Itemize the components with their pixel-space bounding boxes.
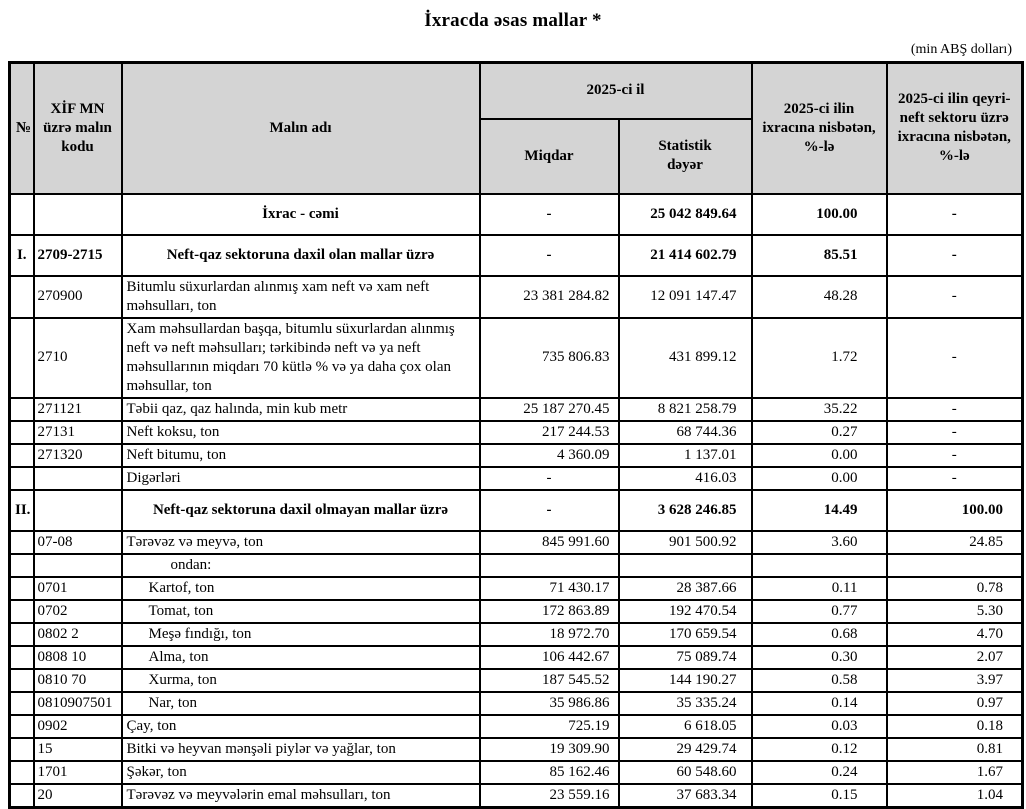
cell-quantity: 217 244.53	[480, 421, 619, 444]
cell-stat-value: 1 137.01	[619, 444, 752, 467]
cell-pct-nonoil: 1.67	[887, 761, 1023, 784]
cell-goods-name: Bitumlu süxurlardan alınmış xam neft və xam neft məhsulları, ton	[122, 276, 480, 318]
cell-no	[10, 398, 34, 421]
cell-quantity: 845 991.60	[480, 531, 619, 554]
table-row	[10, 235, 1023, 276]
cell-pct-total: 0.58	[752, 669, 887, 692]
cell-stat-value: 29 429.74	[619, 738, 752, 761]
table-row	[10, 318, 1023, 398]
table-row	[10, 490, 1023, 531]
cell-goods-name: Tərəvəz və meyvələrin emal məhsulları, ton	[122, 784, 480, 808]
cell-stat-value: 25 042 849.64	[619, 194, 752, 235]
cell-no	[10, 623, 34, 646]
col-header-stat-value: Statistik dəyər	[619, 119, 752, 194]
cell-quantity: 725.19	[480, 715, 619, 738]
cell-code: 07-08	[34, 531, 122, 554]
cell-code: 0810 70	[34, 669, 122, 692]
col-header-pct-total-exports: 2025-ci ilin ixracına nisbətən, %-lə	[752, 63, 887, 194]
cell-quantity: 187 545.52	[480, 669, 619, 692]
cell-stat-value	[619, 554, 752, 577]
cell-goods-name: Neft-qaz sektoruna daxil olan mallar üzrə	[122, 235, 480, 276]
cell-pct-total: 100.00	[752, 194, 887, 235]
cell-goods-name: Tərəvəz və meyvə, ton	[122, 531, 480, 554]
cell-quantity: 85 162.46	[480, 761, 619, 784]
cell-pct-total: 0.00	[752, 467, 887, 490]
table-row	[10, 554, 1023, 577]
cell-stat-value: 60 548.60	[619, 761, 752, 784]
table-row	[10, 421, 1023, 444]
cell-quantity: -	[480, 490, 619, 531]
cell-quantity: 18 972.70	[480, 623, 619, 646]
exports-table	[8, 61, 1024, 809]
cell-no	[10, 715, 34, 738]
cell-stat-value: 901 500.92	[619, 531, 752, 554]
cell-pct-total: 0.14	[752, 692, 887, 715]
cell-stat-value: 21 414 602.79	[619, 235, 752, 276]
cell-pct-total: 1.72	[752, 318, 887, 398]
cell-pct-nonoil: -	[887, 318, 1023, 398]
col-header-code: XİF MN üzrə malın kodu	[34, 63, 122, 194]
table-row	[10, 398, 1023, 421]
cell-pct-total: 0.03	[752, 715, 887, 738]
cell-quantity: 4 360.09	[480, 444, 619, 467]
cell-code: 2709-2715	[34, 235, 122, 276]
cell-pct-total: 0.15	[752, 784, 887, 808]
cell-code: 0902	[34, 715, 122, 738]
cell-quantity	[480, 554, 619, 577]
table-row	[10, 669, 1023, 692]
cell-no	[10, 554, 34, 577]
cell-stat-value: 75 089.74	[619, 646, 752, 669]
cell-pct-total: 0.12	[752, 738, 887, 761]
cell-pct-nonoil: 100.00	[887, 490, 1023, 531]
table-row	[10, 784, 1023, 808]
cell-pct-nonoil: 0.97	[887, 692, 1023, 715]
col-header-pct-nonoil-exports: 2025-ci ilin qeyri-neft sektoru üzrə ixracına nisbətən, %-lə	[887, 63, 1023, 194]
cell-code	[34, 554, 122, 577]
table-row	[10, 194, 1023, 235]
col-header-year: 2025-ci il	[480, 63, 752, 119]
table-row	[10, 692, 1023, 715]
cell-goods-name: Şəkər, ton	[122, 761, 480, 784]
cell-quantity: -	[480, 194, 619, 235]
cell-stat-value: 144 190.27	[619, 669, 752, 692]
cell-pct-nonoil: 2.07	[887, 646, 1023, 669]
cell-no	[10, 600, 34, 623]
cell-no	[10, 577, 34, 600]
cell-goods-name: Neft bitumu, ton	[122, 444, 480, 467]
cell-pct-nonoil: 5.30	[887, 600, 1023, 623]
cell-pct-total: 0.11	[752, 577, 887, 600]
cell-goods-name: Xurma, ton	[122, 669, 480, 692]
cell-code: 0802 2	[34, 623, 122, 646]
cell-quantity: 172 863.89	[480, 600, 619, 623]
cell-goods-name: Kartof, ton	[122, 577, 480, 600]
cell-stat-value: 8 821 258.79	[619, 398, 752, 421]
cell-quantity: 106 442.67	[480, 646, 619, 669]
table-row	[10, 623, 1023, 646]
cell-no	[10, 467, 34, 490]
cell-no	[10, 669, 34, 692]
cell-no	[10, 784, 34, 808]
cell-quantity: 35 986.86	[480, 692, 619, 715]
cell-goods-name: ondan:	[122, 554, 480, 577]
cell-quantity: 23 559.16	[480, 784, 619, 808]
table-row	[10, 276, 1023, 318]
cell-pct-total	[752, 554, 887, 577]
cell-quantity: 71 430.17	[480, 577, 619, 600]
cell-code: 271121	[34, 398, 122, 421]
cell-pct-total: 0.30	[752, 646, 887, 669]
table-body	[10, 194, 1023, 808]
cell-quantity: 23 381 284.82	[480, 276, 619, 318]
cell-goods-name: Alma, ton	[122, 646, 480, 669]
cell-code: 0701	[34, 577, 122, 600]
cell-quantity: -	[480, 467, 619, 490]
cell-stat-value: 192 470.54	[619, 600, 752, 623]
table-row	[10, 738, 1023, 761]
cell-pct-total: 35.22	[752, 398, 887, 421]
cell-pct-nonoil	[887, 554, 1023, 577]
cell-code: 0810907501	[34, 692, 122, 715]
cell-no	[10, 194, 34, 235]
cell-no	[10, 646, 34, 669]
cell-pct-total: 0.68	[752, 623, 887, 646]
cell-pct-nonoil: 1.04	[887, 784, 1023, 808]
cell-stat-value: 35 335.24	[619, 692, 752, 715]
cell-stat-value: 37 683.34	[619, 784, 752, 808]
cell-stat-value: 28 387.66	[619, 577, 752, 600]
cell-goods-name: Meşə fındığı, ton	[122, 623, 480, 646]
cell-pct-total: 14.49	[752, 490, 887, 531]
cell-no	[10, 444, 34, 467]
cell-goods-name: Neft-qaz sektoruna daxil olmayan mallar üzrə	[122, 490, 480, 531]
cell-goods-name: İxrac - cəmi	[122, 194, 480, 235]
cell-pct-total: 0.24	[752, 761, 887, 784]
cell-goods-name: Tomat, ton	[122, 600, 480, 623]
cell-goods-name: Təbii qaz, qaz halında, min kub metr	[122, 398, 480, 421]
cell-quantity: 735 806.83	[480, 318, 619, 398]
cell-pct-total: 85.51	[752, 235, 887, 276]
cell-pct-total: 0.00	[752, 444, 887, 467]
cell-pct-nonoil: 24.85	[887, 531, 1023, 554]
cell-code: 1701	[34, 761, 122, 784]
cell-pct-nonoil: -	[887, 421, 1023, 444]
col-header-no: №	[10, 63, 34, 194]
table-row	[10, 467, 1023, 490]
table-header	[10, 63, 1023, 194]
table-row	[10, 761, 1023, 784]
cell-no: I.	[10, 235, 34, 276]
cell-stat-value: 6 618.05	[619, 715, 752, 738]
cell-no	[10, 761, 34, 784]
cell-pct-nonoil: 0.81	[887, 738, 1023, 761]
cell-no	[10, 421, 34, 444]
table-row	[10, 600, 1023, 623]
cell-code: 271320	[34, 444, 122, 467]
cell-quantity: 25 187 270.45	[480, 398, 619, 421]
cell-code: 0702	[34, 600, 122, 623]
table-row	[10, 715, 1023, 738]
cell-pct-nonoil: 0.78	[887, 577, 1023, 600]
cell-code: 0808 10	[34, 646, 122, 669]
cell-goods-name: Xam məhsullardan başqa, bitumlu süxurlardan alınmış neft və neft məhsulları; tərkibində neft və ya neft məhsullarının miqdarı 70 kütlə % və ya daha çox olan məhsullar, ton	[122, 318, 480, 398]
cell-no	[10, 692, 34, 715]
cell-no: II.	[10, 490, 34, 531]
cell-code	[34, 490, 122, 531]
cell-pct-nonoil: 0.18	[887, 715, 1023, 738]
cell-code: 2710	[34, 318, 122, 398]
cell-stat-value: 68 744.36	[619, 421, 752, 444]
cell-pct-nonoil: -	[887, 398, 1023, 421]
cell-stat-value: 3 628 246.85	[619, 490, 752, 531]
cell-pct-nonoil: -	[887, 194, 1023, 235]
cell-stat-value: 416.03	[619, 467, 752, 490]
col-header-quantity: Miqdar	[480, 119, 619, 194]
table-row	[10, 531, 1023, 554]
cell-pct-nonoil: 3.97	[887, 669, 1023, 692]
table-row	[10, 444, 1023, 467]
cell-quantity: 19 309.90	[480, 738, 619, 761]
cell-pct-total: 0.77	[752, 600, 887, 623]
cell-stat-value: 170 659.54	[619, 623, 752, 646]
cell-pct-nonoil: -	[887, 467, 1023, 490]
cell-code: 15	[34, 738, 122, 761]
col-header-goods-name: Malın adı	[122, 63, 480, 194]
cell-code	[34, 194, 122, 235]
cell-code: 27131	[34, 421, 122, 444]
cell-no	[10, 531, 34, 554]
unit-note: (min ABŞ dolları)	[910, 42, 1012, 57]
cell-pct-total: 48.28	[752, 276, 887, 318]
table-row	[10, 577, 1023, 600]
cell-pct-nonoil: -	[887, 235, 1023, 276]
cell-quantity: -	[480, 235, 619, 276]
cell-goods-name: Bitki və heyvan mənşəli piylər və yağlar, ton	[122, 738, 480, 761]
cell-no	[10, 738, 34, 761]
cell-goods-name: Nar, ton	[122, 692, 480, 715]
cell-pct-total: 0.27	[752, 421, 887, 444]
cell-code: 270900	[34, 276, 122, 318]
cell-no	[10, 276, 34, 318]
cell-code: 20	[34, 784, 122, 808]
cell-stat-value: 431 899.12	[619, 318, 752, 398]
cell-pct-total: 3.60	[752, 531, 887, 554]
cell-no	[10, 318, 34, 398]
table-row	[10, 646, 1023, 669]
page-title: İxracda əsas mallar *	[424, 10, 602, 31]
cell-goods-name: Çay, ton	[122, 715, 480, 738]
cell-pct-nonoil: 4.70	[887, 623, 1023, 646]
cell-goods-name: Digərləri	[122, 467, 480, 490]
cell-stat-value: 12 091 147.47	[619, 276, 752, 318]
cell-pct-nonoil: -	[887, 276, 1023, 318]
cell-pct-nonoil: -	[887, 444, 1023, 467]
cell-goods-name: Neft koksu, ton	[122, 421, 480, 444]
cell-code	[34, 467, 122, 490]
